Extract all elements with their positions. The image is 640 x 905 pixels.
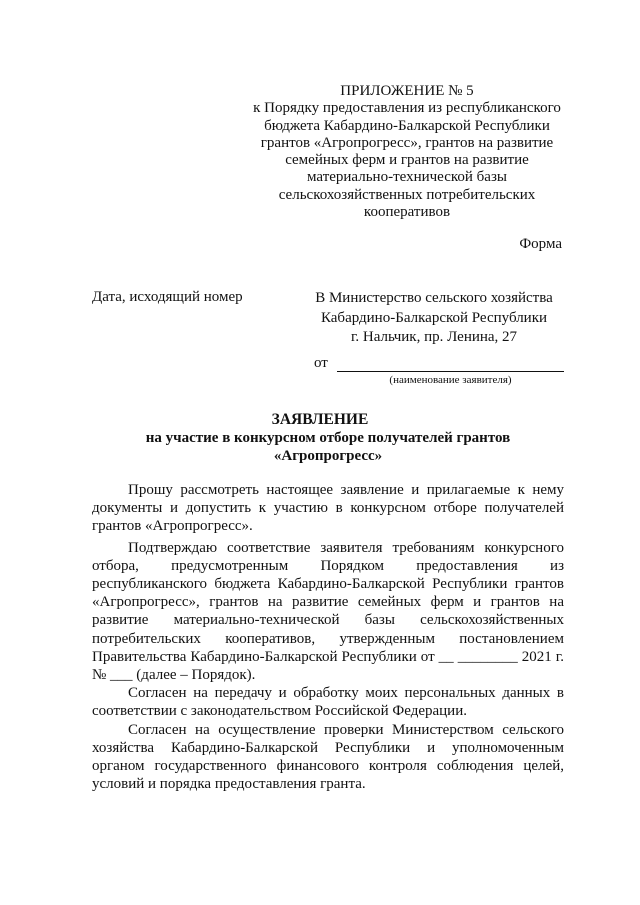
from-prefix: от bbox=[314, 355, 328, 371]
appendix-line: бюджета Кабардино-Балкарской Республики bbox=[264, 117, 550, 134]
recipient-line: В Министерство сельского хозяйства bbox=[315, 290, 553, 306]
subtitle-line: «Агропрогресс» bbox=[273, 448, 383, 464]
recipient-line: Кабардино-Балкарской Республики bbox=[320, 309, 548, 326]
document-title: ЗАЯВЛЕНИЕ bbox=[271, 411, 369, 428]
appendix-heading bbox=[246, 83, 568, 221]
appendix-title: ПРИЛОЖЕНИЕ № 5 bbox=[340, 83, 474, 99]
applicant-name-caption: (наименование заявителя) bbox=[389, 374, 512, 386]
subtitle-line: на участие в конкурсном отборе получателей грантов bbox=[145, 430, 511, 446]
paragraph-personal-data: Согласен на передачу и обработку моих персональных данных в соответствии с законодательством Российской Федерации. bbox=[92, 685, 564, 720]
appendix-line: кооперативов bbox=[363, 204, 451, 221]
applicant-name-line bbox=[337, 371, 564, 372]
date-number-label: Дата, исходящий номер bbox=[92, 289, 243, 305]
appendix-line: материально-технической базы bbox=[307, 169, 507, 186]
appendix-line: сельскохозяйственных потребительских bbox=[278, 186, 536, 203]
paragraph-compliance: Подтверждаю соответствие заявителя требованиям конкурсного отбора, предусмотренным Порядком предоставления из республиканского бюджета Кабардино-Балкарской Республики грантов «Агропрогресс», грантов на развитие семейных ферм и грантов на развитие материально-технической базы сельскохозяйственных потребительских кооперативов, утвержденным постановлением Правительства Кабардино-Балкарской Республики от __ ________ 2021 г. № ___ (далее – Порядок). bbox=[92, 539, 564, 684]
application-body bbox=[92, 481, 564, 793]
paragraph-request: Прошу рассмотреть настоящее заявление и прилагаемые к нему документы и допустить к участию в конкурсном отборе получателей грантов «Агропрогресс». bbox=[92, 482, 564, 535]
appendix-line: к Порядку предоставления из республиканского bbox=[253, 100, 561, 117]
appendix-line: семейных ферм и грантов на развитие bbox=[285, 152, 529, 169]
recipient-address bbox=[300, 289, 568, 348]
document-subtitle bbox=[120, 429, 536, 465]
recipient-line: г. Нальчик, пр. Ленина, 27 bbox=[350, 329, 518, 345]
form-label: Форма bbox=[519, 236, 562, 252]
appendix-line: грантов «Агропрогресс», грантов на развитие bbox=[260, 134, 554, 151]
paragraph-inspection: Согласен на осуществление проверки Министерством сельского хозяйства Кабардино-Балкарской Республики и уполномоченным органом государственного финансового контроля соблюдения целей, условий и порядка предоставления гранта. bbox=[92, 721, 564, 793]
